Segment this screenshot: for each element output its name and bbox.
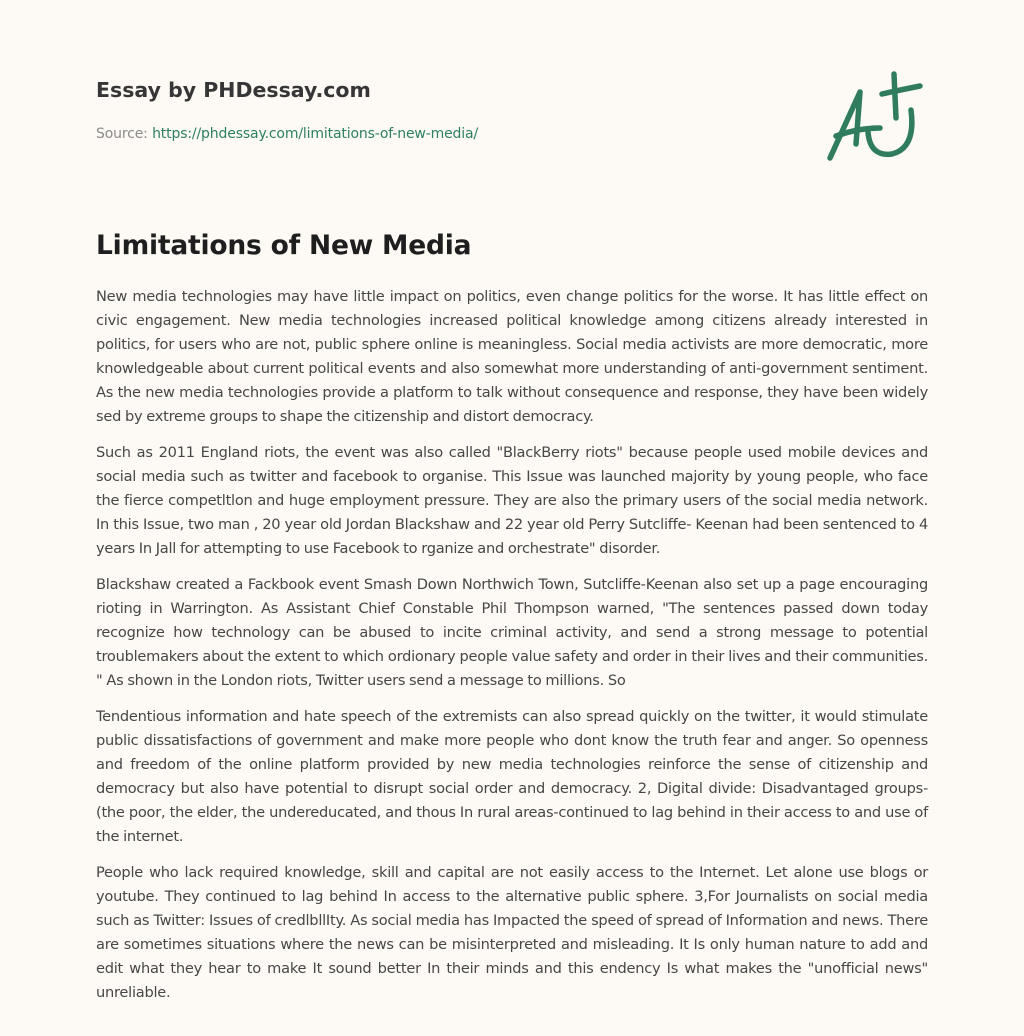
paragraph: People who lack required knowledge, skill and capital are not easily access to the Internet. Let alone use blogs or youtube. They continued to lag behind In access to the alternative public sphere. 3,For Journalists on social media such as Twitter: Issues of credlbllIty. As social media has Impacted the speed of spread of Information and news. There are sometimes situations where the news can be misinterpreted and misleading. It Is only human nature to add and edit what they hear to make It sound better In their minds and this endency Is what makes the "unofficial news" unreliable. bbox=[96, 864, 928, 1001]
article-body bbox=[96, 285, 928, 1017]
brand-title: Essay by PHDessay.com bbox=[96, 78, 371, 102]
paragraph: Blackshaw created a Fackbook event Smash Down Northwich Town, Sutcliffe-Keenan also set up a page encouraging rioting in Warrington. As Assistant Chief Constable Phil Thompson warned, "The sentences passed down today recognize how technology can be abused to incite criminal activity, and send a strong message to potential troublemakers about the extent to which ordionary people value safety and order in their lives and their communities. " As shown in the London riots, Twitter users send a message to millions. So bbox=[96, 576, 928, 689]
paragraph: Such as 2011 England riots, the event was also called "BlackBerry riots" because people used mobile devices and social media such as twitter and facebook to organise. This Issue was launched majority by young people, who face the fierce competltlon and huge employment pressure. They are also the primary users of the social media network. In this Issue, two man , 20 year old Jordan Blackshaw and 22 year old Perry Sutcliffe- Keenan had been sentenced to 4 years In Jall for attempting to use Facebook to rganize and orchestrate" disorder. bbox=[96, 444, 928, 557]
a-plus-grade-icon bbox=[818, 62, 938, 172]
paragraph: Tendentious information and hate speech of the extremists can also spread quickly on the twitter, it would stimulate public dissatisfactions of government and make more people who dont know the truth fear and anger. So openness and freedom of the online platform provided by new media technologies reinforce the sense of citizenship and democracy but also have potential to disrupt social order and democracy. 2, Digital divide: Disadvantaged groups- (the poor, the elder, the undereducated, and thous In rural areas-continued to lag behind in their access to and use of the internet. bbox=[96, 708, 928, 845]
essay-header bbox=[96, 76, 796, 144]
source-link[interactable]: https://phdessay.com/limitations-of-new-media/ bbox=[152, 126, 479, 142]
article-title: Limitations of New Media bbox=[96, 230, 472, 261]
source-line bbox=[96, 124, 796, 144]
paragraph: New media technologies may have little impact on politics, even change politics for the worse. It has little effect on civic engagement. New media technologies increased political knowledge among citizens already interested in politics, for users who are not, public sphere online is meaningless. Social media activists are more democratic, more knowledgeable about current political events and also somewhat more understanding of anti-government sentiment. As the new media technologies provide a platform to talk without consequence and response, they have been widely sed by extreme groups to shape the citizenship and distort democracy. bbox=[96, 288, 928, 425]
source-label: Source: bbox=[96, 126, 148, 142]
